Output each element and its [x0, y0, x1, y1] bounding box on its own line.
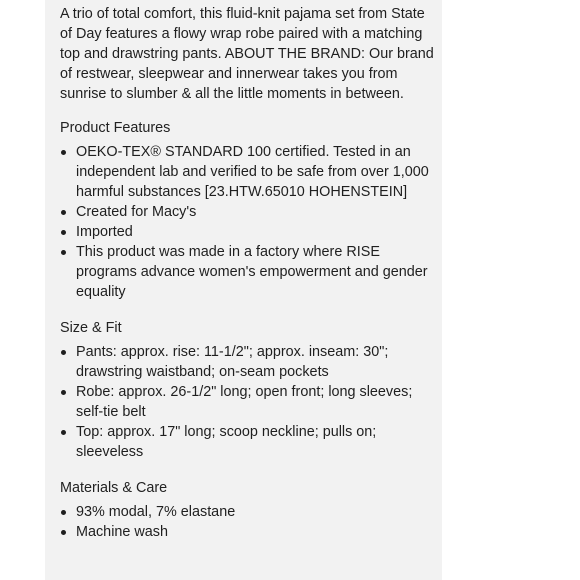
product-features-list	[60, 142, 438, 302]
bullet-icon	[61, 430, 66, 435]
size-fit-heading: Size & Fit	[60, 320, 122, 336]
bullet-icon	[61, 250, 66, 255]
size-fit-list	[60, 342, 438, 462]
bullet-icon	[61, 530, 66, 535]
product-features-heading: Product Features	[60, 120, 171, 136]
bullet-icon	[61, 390, 66, 395]
list-item-text: This product was made in a factory where RISE programs advance women's empowerment and gender equality	[76, 244, 428, 300]
list-item	[60, 522, 438, 542]
materials-care-list	[60, 502, 438, 542]
list-item	[60, 222, 438, 242]
list-item-text: Top: approx. 17" long; scoop neckline; pulls on; sleeveless	[76, 424, 377, 460]
bullet-icon	[61, 230, 66, 235]
list-item-text: Imported	[76, 224, 133, 240]
list-item-text: Robe: approx. 26-1/2" long; open front; long sleeves; self-tie belt	[76, 384, 413, 420]
list-item	[60, 382, 438, 422]
list-item	[60, 502, 438, 522]
list-item	[60, 202, 438, 222]
list-item	[60, 422, 438, 462]
bullet-icon	[61, 510, 66, 515]
list-item-text: Pants: approx. rise: 11-1/2"; approx. inseam: 30"; drawstring waistband; on-seam pockets	[76, 344, 389, 380]
list-item-text: Machine wash	[76, 524, 168, 540]
bullet-icon	[61, 350, 66, 355]
materials-care-heading: Materials & Care	[60, 480, 168, 496]
product-details-panel	[45, 0, 442, 580]
bullet-icon	[61, 150, 66, 155]
list-item	[60, 342, 438, 382]
product-description: A trio of total comfort, this fluid-knit pajama set from State of Day features a flowy wrap robe paired with a matching top and drawstring pants. ABOUT THE BRAND: Our brand of restwear, sleepwear and innerwear takes you from sunrise to slumber & all the little moments in between.	[60, 6, 434, 102]
bullet-icon	[61, 210, 66, 215]
list-item	[60, 242, 438, 302]
list-item-text: Created for Macy's	[76, 204, 197, 220]
product-details-content	[60, 4, 438, 558]
list-item	[60, 142, 438, 202]
list-item-text: 93% modal, 7% elastane	[76, 504, 236, 520]
list-item-text: OEKO-TEX® STANDARD 100 certified. Tested in an independent lab and verified to be safe from over 1,000 harmful substances [23.HTW.65010 HOHENSTEIN]	[76, 144, 429, 200]
